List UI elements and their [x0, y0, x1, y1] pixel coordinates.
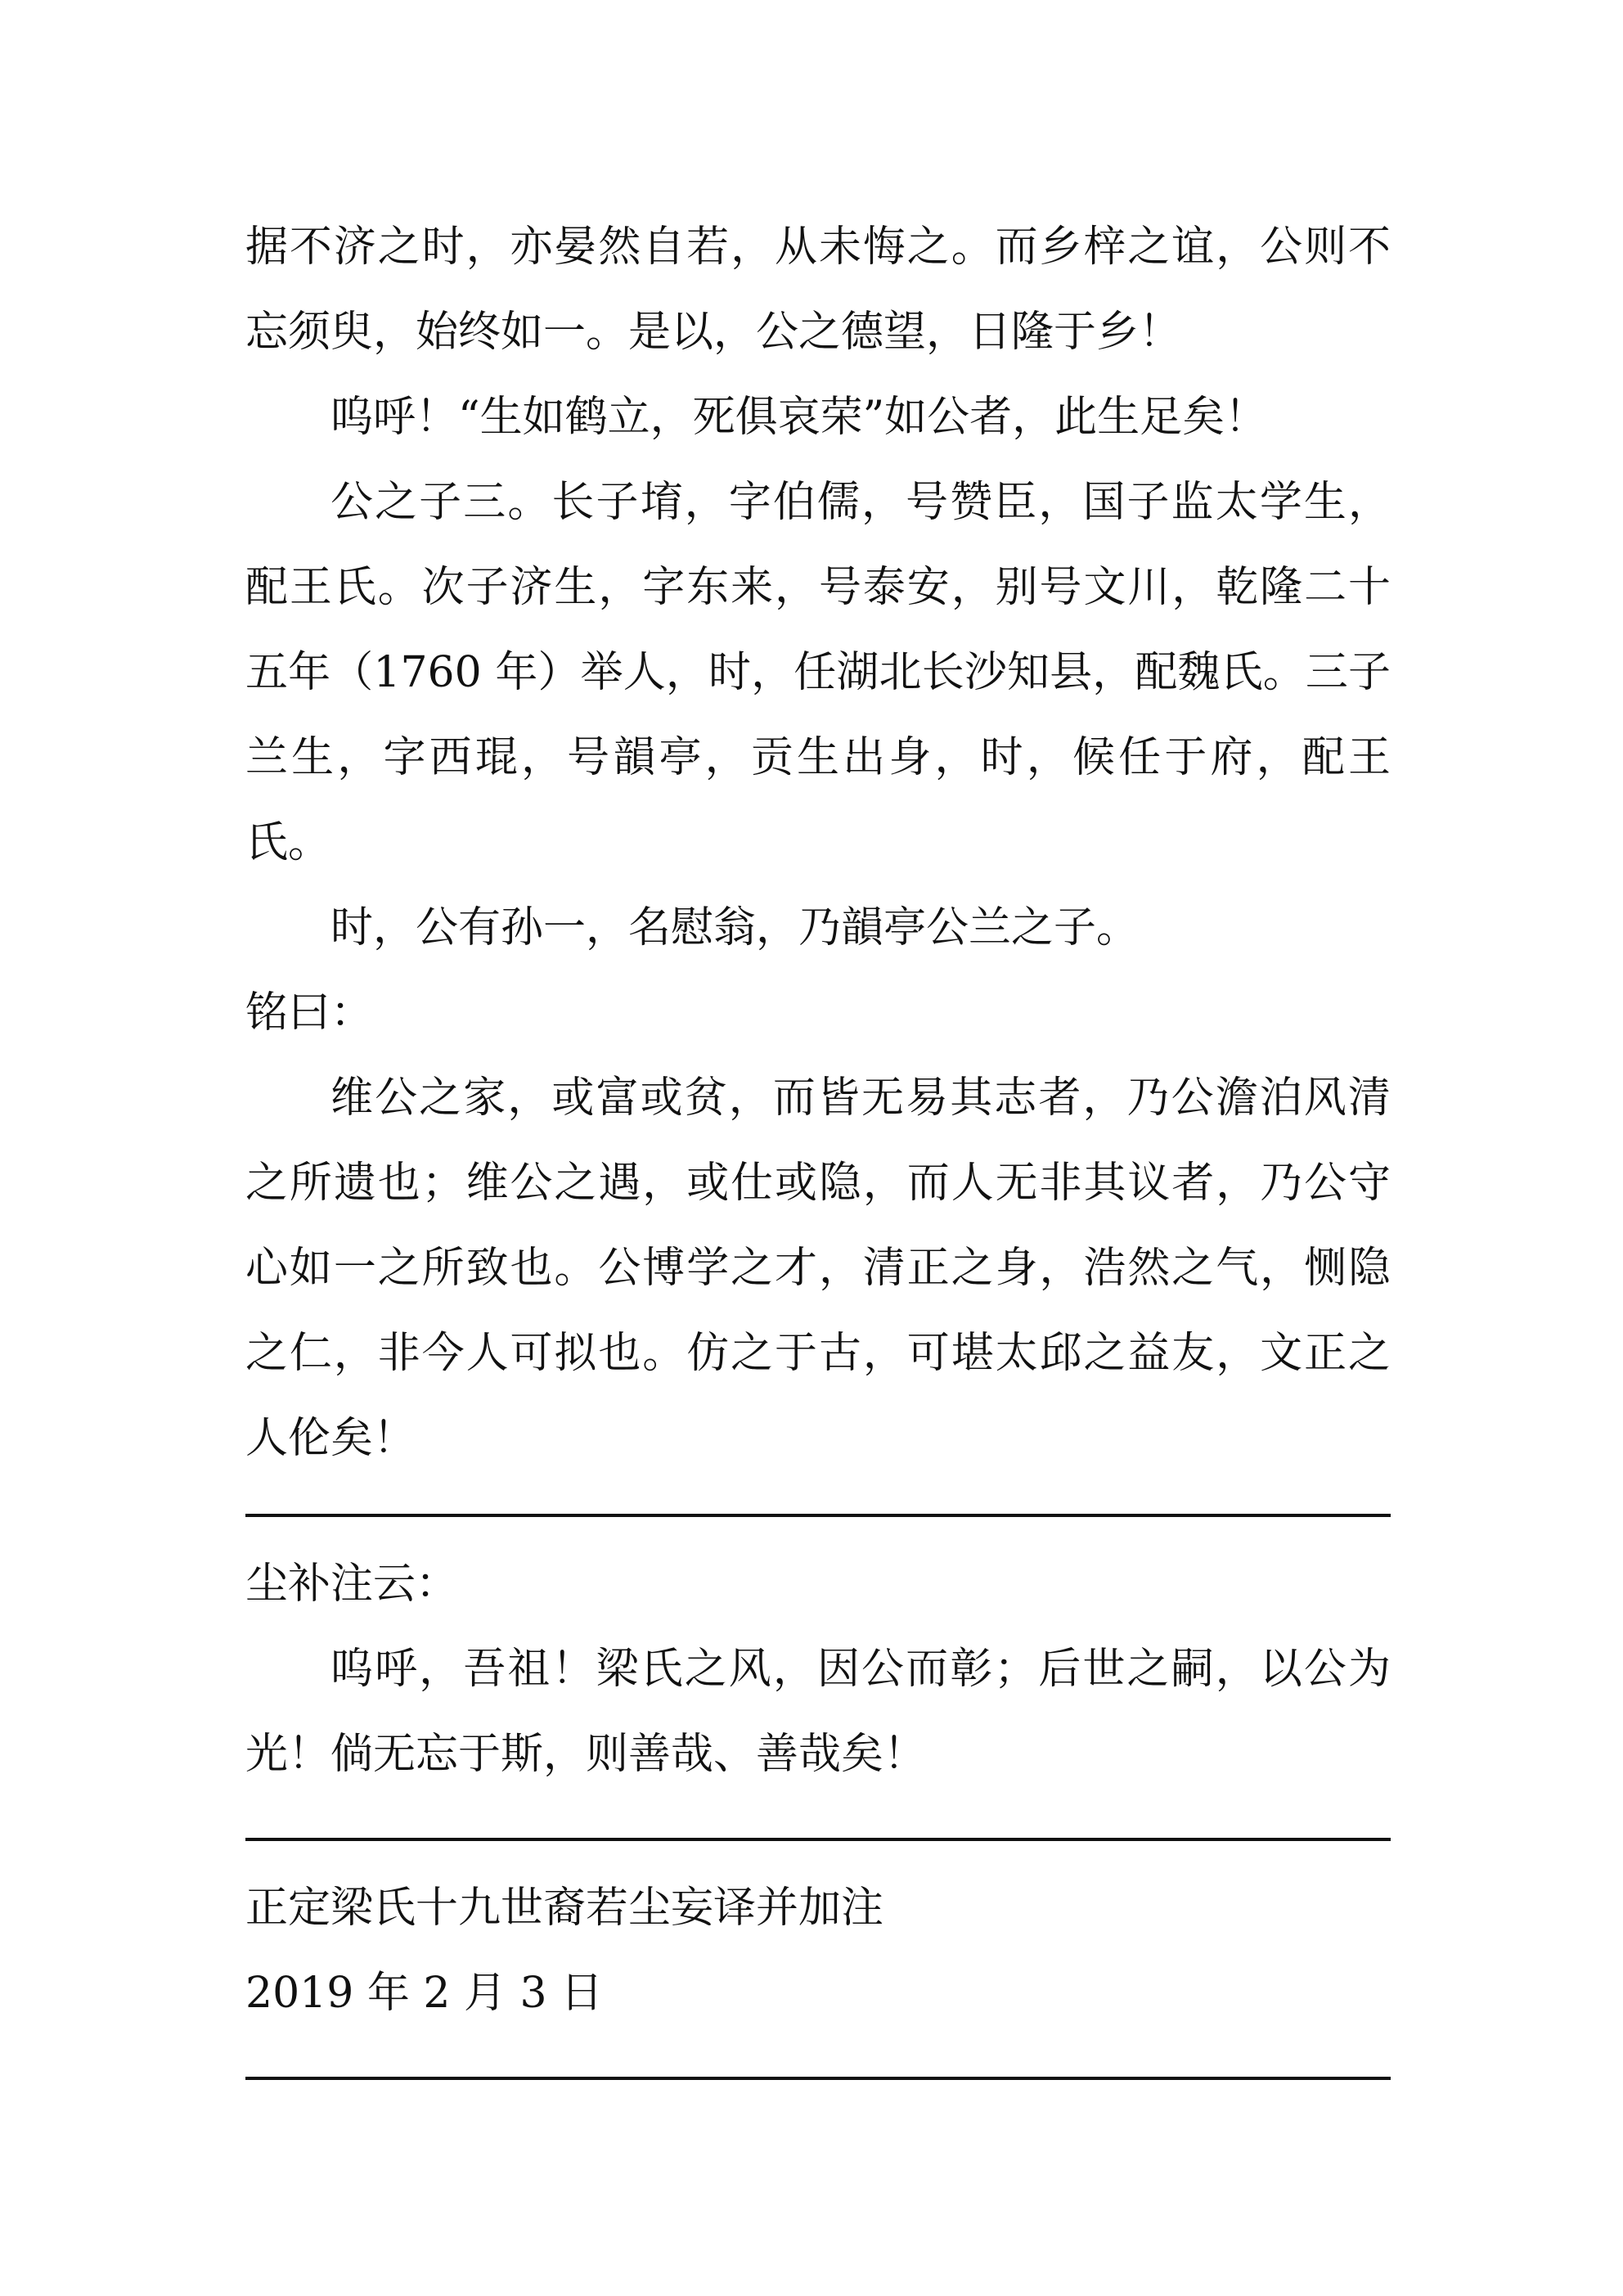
paragraph-sons: 公之子三。长子堉，字伯儒，号赞臣，国子监太学生，配王氏。次子济生，字东来，号泰安，别号文川，乾隆二十五年（1760 年）举人，时，任湖北长沙知县，配魏氏。三子兰生，字西琨，号韻亭，贡生出身，时，候任于府，配王氏。: [245, 478, 1391, 867]
signature-date: 2019 年 2 月 3 日: [245, 1969, 604, 2018]
divider: [245, 2077, 1391, 2080]
inscription-text: 维公之家，或富或贫，而皆无易其志者，乃公澹泊风清之所遗也；维公之遇，或仕或隐，而人无非其议者，乃公守心如一之所致也。公博学之才，清正之身，浩然之气，恻隐之仁，非今人可拟也。仿之于古，可堪太邱之益友，文正之人伦矣！: [245, 1074, 1391, 1463]
note-heading: 尘补注云：: [245, 1560, 459, 1609]
inscription-heading: 铭曰：: [245, 988, 374, 1038]
signature-author: 正定梁氏十九世裔若尘妄译并加注: [245, 1884, 884, 1933]
divider: [245, 1838, 1391, 1841]
paragraph-lament: 呜呼！“生如鹤立，死俱哀荣”如公者，此生足矣！: [330, 393, 1268, 442]
paragraph-grandson: 时，公有孙一，名慰翁，乃韻亭公兰之子。: [330, 903, 1140, 952]
divider: [245, 1514, 1391, 1517]
document-page: [245, 205, 1391, 2080]
note-text: 呜呼，吾祖！梁氏之风，因公而彰；后世之嗣，以公为光！倘无忘于斯，则善哉、善哉矣！: [245, 1645, 1391, 1779]
paragraph-virtue: 据不济之时，亦晏然自若，从未悔之。而乡梓之谊，公则不忘须臾，始终如一。是以，公之德望，日隆于乡！: [245, 223, 1391, 357]
